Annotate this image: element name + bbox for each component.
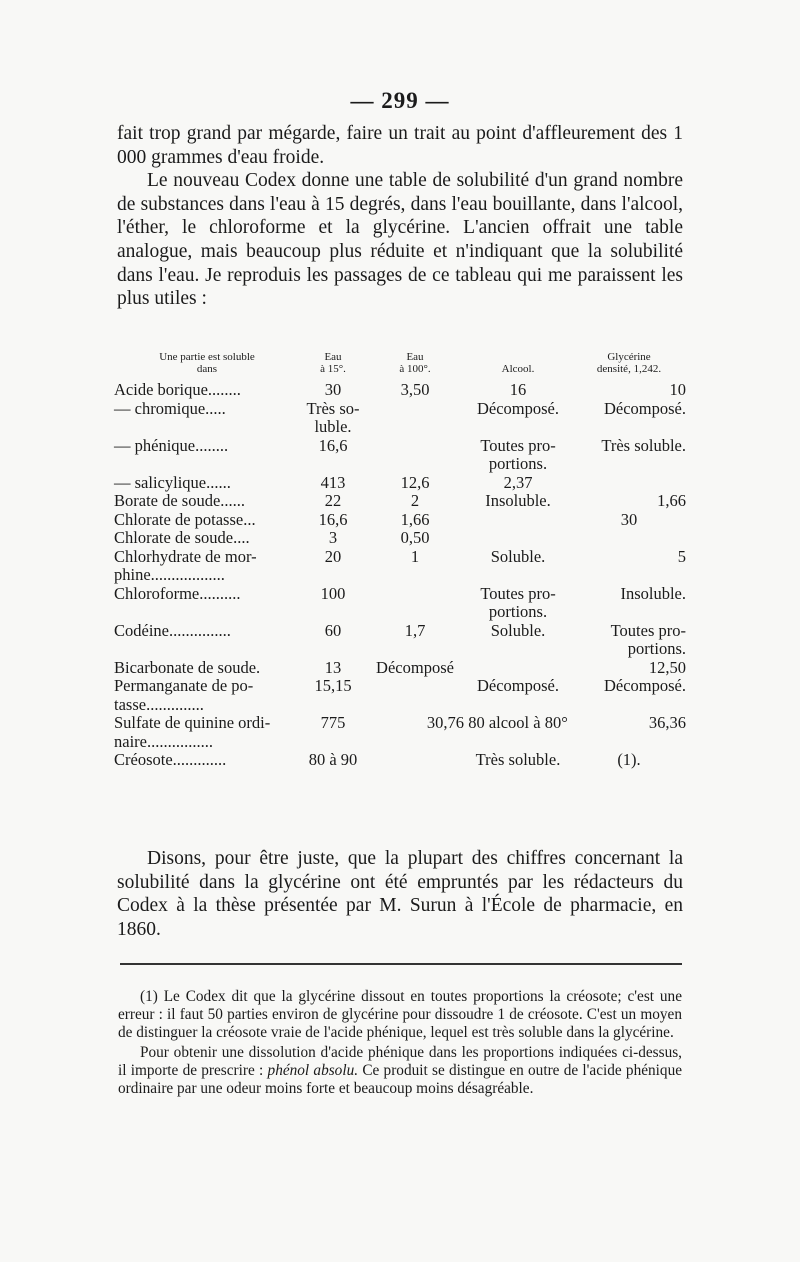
cell-eau-100 bbox=[366, 751, 464, 770]
cell-glycerine: Toutes pro- bbox=[610, 620, 686, 640]
cell-alcool bbox=[464, 511, 572, 530]
cell-eau-15: 13 bbox=[324, 657, 342, 677]
cell-alcool bbox=[464, 696, 572, 715]
table-row bbox=[114, 659, 686, 678]
cell-glycerine bbox=[572, 566, 686, 585]
cell-eau-100 bbox=[366, 696, 464, 715]
cell-alcool bbox=[464, 529, 572, 548]
footnote-emphasis: phénol absolu. bbox=[267, 1062, 359, 1080]
header-eau-100: Eau à 100°. bbox=[399, 351, 431, 375]
cell-substance: — chromique..... bbox=[114, 398, 226, 418]
cell-eau-100 bbox=[366, 455, 464, 474]
cell-eau-100 bbox=[366, 733, 464, 752]
cell-eau-15 bbox=[300, 566, 366, 585]
cell-eau-100 bbox=[366, 437, 464, 456]
cell-eau-100 bbox=[366, 566, 464, 585]
cell-alcool: Insoluble. bbox=[485, 491, 551, 510]
table-row bbox=[114, 418, 686, 437]
cell-substance: Chlorhydrate de mor- bbox=[114, 546, 257, 566]
cell-alcool: Soluble. bbox=[490, 620, 546, 640]
paragraph-continuation: fait trop grand par mégarde, faire un trait au point d'affleurement des 1 000 grammes d'eau froide. bbox=[117, 123, 683, 168]
cell-eau-15 bbox=[300, 733, 366, 752]
paragraph-surun-thesis: Disons, pour être juste, que la plupart des chiffres concernant la solubilité dans la glycérine ont été empruntés par les rédacteurs du Codex à la thèse présentée par M. Surun à l'École de pharmacie, en 1860. bbox=[117, 848, 683, 940]
footnotes bbox=[118, 988, 682, 1098]
cell-glycerine bbox=[572, 474, 686, 493]
cell-substance: Borate de soude...... bbox=[114, 491, 246, 510]
cell-glycerine: Décomposé. bbox=[603, 676, 686, 695]
cell-eau-100 bbox=[366, 400, 464, 419]
cell-alcool: Très soluble. bbox=[475, 750, 561, 769]
conclusion-text bbox=[117, 847, 683, 941]
cell-eau-15 bbox=[300, 640, 366, 659]
cell-eau-100 bbox=[366, 418, 464, 437]
cell-eau-15: 100 bbox=[320, 583, 346, 603]
cell-eau-100: 2 bbox=[410, 491, 420, 510]
table-row bbox=[114, 474, 686, 493]
cell-eau-15: Très so- bbox=[306, 398, 360, 418]
paragraph-codex-table: Le nouveau Codex donne une table de solubilité d'un grand nombre de substances dans l'eau à 15 degrés, dans l'eau bouillante, dans l'alcool, l'éther, le chloroforme et la glycérine. L'ancien offrait une table analogue, mais beaucoup plus réduite et n'indiquant que la solubilité dans l'eau. Je reproduis les passages de ce tableau qui me paraissent les plus utiles : bbox=[117, 170, 683, 310]
cell-eau-15: 22 bbox=[324, 491, 342, 510]
cell-glycerine bbox=[572, 418, 686, 437]
footnote-1: (1) Le Codex dit que la glycérine dissout en toutes proportions la créosote; c'est une erreur : il faut 50 parties environ de glycérine pour dissoudre 1 de créosote. C'est un moyen de distinguer la créosote vraie de l'acide phénique, lequel est très soluble dans la glycérine. bbox=[118, 988, 682, 1041]
cell-alcool: portions. bbox=[488, 454, 548, 473]
cell-alcool bbox=[464, 566, 572, 585]
table-row bbox=[114, 622, 686, 641]
cell-glycerine: 5 bbox=[677, 546, 686, 566]
table-row bbox=[114, 733, 686, 752]
cell-alcool: portions. bbox=[488, 602, 548, 621]
cell-alcool: 2,37 bbox=[503, 472, 533, 492]
cell-eau-15: 30 bbox=[324, 380, 342, 399]
cell-glycerine bbox=[572, 529, 686, 548]
cell-substance: Sulfate de quinine ordi- bbox=[114, 713, 271, 732]
cell-substance: — salicylique...... bbox=[114, 472, 231, 492]
cell-glycerine: (1). bbox=[617, 750, 641, 769]
cell-substance: naire................ bbox=[114, 731, 213, 751]
cell-eau-100: 0,50 bbox=[400, 528, 430, 547]
cell-substance: Acide borique........ bbox=[114, 380, 241, 399]
header-glycerine: Glycérine densité, 1,242. bbox=[596, 351, 662, 375]
cell-glycerine: 10 bbox=[669, 380, 686, 399]
cell-substance: Chlorate de potasse... bbox=[114, 509, 256, 529]
cell-substance: — phénique........ bbox=[114, 435, 229, 455]
cell-eau-100: 12,6 bbox=[400, 472, 430, 492]
table-row bbox=[114, 437, 686, 456]
cell-substance bbox=[114, 418, 300, 437]
cell-substance: phine.................. bbox=[114, 565, 225, 584]
cell-eau-15: 20 bbox=[324, 546, 342, 566]
cell-glycerine: 36,36 bbox=[648, 713, 686, 732]
cell-eau-15: 775 bbox=[320, 713, 346, 732]
table-row bbox=[114, 585, 686, 604]
cell-alcool: 16 bbox=[509, 380, 527, 399]
cell-substance: Chloroforme.......... bbox=[114, 583, 241, 603]
cell-glycerine bbox=[572, 603, 686, 622]
cell-alcool bbox=[464, 640, 572, 659]
cell-alcool: 80 alcool à 80° bbox=[468, 713, 568, 732]
cell-eau-15 bbox=[300, 696, 366, 715]
table-row bbox=[114, 455, 686, 474]
cell-glycerine: 12,50 bbox=[648, 657, 686, 677]
cell-glycerine: 1,66 bbox=[657, 491, 686, 510]
cell-substance: Chlorate de soude.... bbox=[114, 528, 250, 547]
solubility-table bbox=[114, 352, 686, 770]
cell-eau-100: 1 bbox=[410, 546, 420, 566]
page-number: — 299 — bbox=[350, 88, 450, 113]
cell-substance: Bicarbonate de soude. bbox=[114, 657, 261, 677]
cell-substance: Permanganate de po- bbox=[114, 676, 254, 695]
table-row bbox=[114, 381, 686, 400]
cell-eau-100: 1,66 bbox=[400, 509, 430, 529]
cell-glycerine bbox=[572, 696, 686, 715]
cell-glycerine: Très soluble. bbox=[601, 435, 686, 455]
cell-eau-100 bbox=[366, 603, 464, 622]
cell-eau-100 bbox=[366, 585, 464, 604]
table-row bbox=[114, 603, 686, 622]
cell-glycerine: portions. bbox=[627, 639, 686, 658]
table-header-row bbox=[114, 352, 686, 381]
cell-eau-100: 30,76 bbox=[426, 713, 464, 732]
table-row bbox=[114, 400, 686, 419]
table-row bbox=[114, 714, 686, 733]
table-row bbox=[114, 548, 686, 567]
table-row bbox=[114, 696, 686, 715]
table-row bbox=[114, 492, 686, 511]
header-eau-15: Eau à 15°. bbox=[320, 351, 346, 375]
intro-text bbox=[117, 122, 683, 311]
cell-substance bbox=[114, 603, 300, 622]
cell-eau-15 bbox=[300, 455, 366, 474]
cell-alcool bbox=[464, 418, 572, 437]
cell-alcool: Décomposé. bbox=[476, 676, 560, 695]
cell-glycerine bbox=[572, 455, 686, 474]
cell-eau-15: luble. bbox=[314, 417, 352, 436]
footnote-2: Pour obtenir une dissolution d'acide phénique dans les proportions indiquées ci-dessus, il importe de prescrire : phénol absolu. Ce produit se distingue en outre de l'acide phénique ordinaire par une odeur moins forte et beaucoup moins désagréable. bbox=[118, 1044, 683, 1097]
cell-alcool: Décomposé. bbox=[476, 398, 560, 418]
table-row bbox=[114, 529, 686, 548]
cell-alcool bbox=[464, 659, 572, 678]
cell-alcool: Soluble. bbox=[490, 546, 546, 566]
cell-eau-15: 15,15 bbox=[314, 676, 352, 695]
cell-eau-100 bbox=[366, 677, 464, 696]
table-row bbox=[114, 677, 686, 696]
cell-substance bbox=[114, 640, 300, 659]
footnote-divider bbox=[120, 963, 682, 965]
table-row bbox=[114, 640, 686, 659]
cell-substance: Codéine............... bbox=[114, 620, 231, 640]
table-row bbox=[114, 751, 686, 770]
header-substance: Une partie est soluble dans bbox=[159, 351, 255, 375]
cell-eau-100: 3,50 bbox=[400, 380, 430, 399]
cell-eau-100: 1,7 bbox=[404, 620, 426, 640]
cell-eau-100 bbox=[366, 640, 464, 659]
cell-glycerine: Décomposé. bbox=[603, 398, 686, 418]
cell-eau-15: 16,6 bbox=[318, 435, 348, 455]
cell-substance: tasse.............. bbox=[114, 694, 204, 714]
cell-glycerine: Insoluble. bbox=[620, 583, 686, 603]
cell-substance: Créosote............. bbox=[114, 750, 227, 769]
cell-alcool: Toutes pro- bbox=[480, 435, 556, 455]
cell-alcool bbox=[464, 733, 572, 752]
cell-glycerine: 30 bbox=[620, 509, 638, 529]
cell-glycerine bbox=[572, 733, 686, 752]
cell-eau-15: 16,6 bbox=[318, 509, 348, 529]
cell-eau-15: 413 bbox=[320, 472, 346, 492]
cell-eau-15: 60 bbox=[324, 620, 342, 640]
cell-eau-15 bbox=[300, 603, 366, 622]
header-alcool: Alcool. bbox=[501, 362, 535, 375]
cell-eau-15: 3 bbox=[328, 528, 338, 547]
table-row bbox=[114, 566, 686, 585]
cell-eau-15: 80 à 90 bbox=[308, 750, 358, 769]
cell-eau-100: Décomposé bbox=[376, 657, 454, 677]
cell-substance bbox=[114, 455, 300, 474]
table-row bbox=[114, 511, 686, 530]
cell-alcool: Toutes pro- bbox=[480, 583, 556, 603]
